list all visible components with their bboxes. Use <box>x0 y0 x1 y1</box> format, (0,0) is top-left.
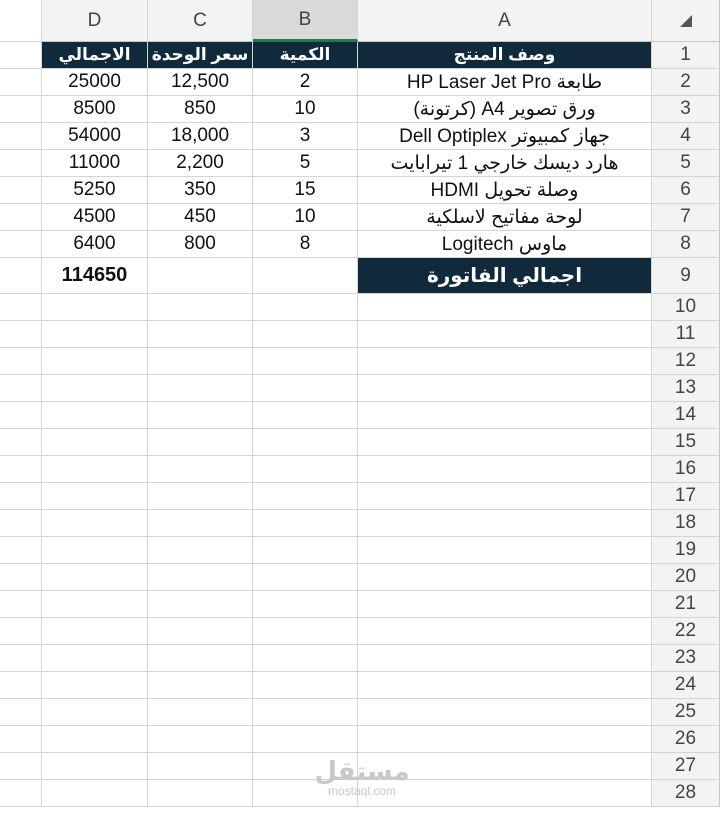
empty-cell[interactable] <box>148 564 253 591</box>
cell-c7[interactable]: 450 <box>148 204 253 231</box>
left-gutter-cell <box>0 69 42 96</box>
cell-c9[interactable] <box>148 258 253 294</box>
row-header-22[interactable]: 22 <box>652 618 720 645</box>
empty-cell[interactable] <box>358 294 652 321</box>
row-header-1[interactable]: 1 <box>652 42 720 69</box>
cell-d6[interactable]: 5250 <box>42 177 148 204</box>
empty-cell[interactable] <box>358 348 652 375</box>
row-header-21[interactable]: 21 <box>652 591 720 618</box>
cell-c4[interactable]: 18,000 <box>148 123 253 150</box>
empty-cell[interactable] <box>42 753 148 780</box>
left-gutter-cell <box>0 294 42 321</box>
empty-cell[interactable] <box>148 402 253 429</box>
cell-d4[interactable]: 54000 <box>42 123 148 150</box>
empty-cell[interactable] <box>42 510 148 537</box>
cell-a5[interactable]: هارد ديسك خارجي 1 تيرابايت <box>358 150 652 177</box>
left-gutter-cell <box>0 204 42 231</box>
empty-cell[interactable] <box>148 726 253 753</box>
empty-cell[interactable] <box>148 699 253 726</box>
empty-cell[interactable] <box>253 591 358 618</box>
empty-cell[interactable] <box>253 699 358 726</box>
empty-cell[interactable] <box>148 645 253 672</box>
left-gutter-cell <box>0 699 42 726</box>
empty-cell[interactable] <box>253 726 358 753</box>
empty-cell[interactable] <box>42 591 148 618</box>
row-header-14[interactable]: 14 <box>652 402 720 429</box>
left-gutter-cell <box>0 177 42 204</box>
cell-a4[interactable]: جهاز كمبيوتر Dell Optiplex <box>358 123 652 150</box>
header-cell-a[interactable]: وصف المنتج <box>358 42 652 69</box>
empty-cell[interactable] <box>253 780 358 807</box>
cell-b4[interactable]: 3 <box>253 123 358 150</box>
empty-cell[interactable] <box>42 429 148 456</box>
empty-cell[interactable] <box>253 429 358 456</box>
row-header-27[interactable]: 27 <box>652 753 720 780</box>
empty-cell[interactable] <box>358 726 652 753</box>
cell-a6[interactable]: وصلة تحويل HDMI <box>358 177 652 204</box>
left-gutter-cell <box>0 618 42 645</box>
cell-c8[interactable]: 800 <box>148 231 253 258</box>
cell-b6[interactable]: 15 <box>253 177 358 204</box>
left-gutter-cell <box>0 753 42 780</box>
empty-cell[interactable] <box>148 375 253 402</box>
cell-b8[interactable]: 8 <box>253 231 358 258</box>
left-gutter-cell <box>0 672 42 699</box>
empty-cell[interactable] <box>42 564 148 591</box>
invoice-total-value[interactable]: 114650 <box>42 258 148 294</box>
empty-cell[interactable] <box>358 753 652 780</box>
left-gutter-cell <box>0 42 42 69</box>
left-gutter-cell <box>0 402 42 429</box>
empty-cell[interactable] <box>358 429 652 456</box>
header-cell-d[interactable]: الاجمالي <box>42 42 148 69</box>
row-header-15[interactable]: 15 <box>652 429 720 456</box>
left-gutter-cell <box>0 123 42 150</box>
empty-cell[interactable] <box>148 672 253 699</box>
column-header-d[interactable]: D <box>42 0 148 42</box>
empty-cell[interactable] <box>42 699 148 726</box>
empty-cell[interactable] <box>42 402 148 429</box>
empty-cell[interactable] <box>253 564 358 591</box>
empty-cell[interactable] <box>253 537 358 564</box>
select-all-corner[interactable] <box>652 0 720 42</box>
row-header-25[interactable]: 25 <box>652 699 720 726</box>
empty-cell[interactable] <box>358 645 652 672</box>
cell-d7[interactable]: 4500 <box>42 204 148 231</box>
left-gutter-header <box>0 0 42 42</box>
watermark-url: mostaql.com <box>327 784 397 798</box>
cell-a3[interactable]: ورق تصوير A4 (كرتونة) <box>358 96 652 123</box>
empty-cell[interactable] <box>42 618 148 645</box>
row-header-28[interactable]: 28 <box>652 780 720 807</box>
empty-cell[interactable] <box>148 537 253 564</box>
left-gutter-cell <box>0 564 42 591</box>
empty-cell[interactable] <box>148 321 253 348</box>
empty-cell[interactable] <box>148 780 253 807</box>
invoice-total-label[interactable]: اجمالي الفاتورة <box>358 258 652 294</box>
header-cell-c[interactable]: سعر الوحدة <box>148 42 253 69</box>
select-all-triangle-icon <box>678 13 694 29</box>
row-header-12[interactable]: 12 <box>652 348 720 375</box>
left-gutter-cell <box>0 483 42 510</box>
cell-a8[interactable]: ماوس Logitech <box>358 231 652 258</box>
row-header-17[interactable]: 17 <box>652 483 720 510</box>
empty-cell[interactable] <box>358 510 652 537</box>
left-gutter-cell <box>0 348 42 375</box>
cell-d8[interactable]: 6400 <box>42 231 148 258</box>
cell-d2[interactable]: 25000 <box>42 69 148 96</box>
empty-cell[interactable] <box>148 429 253 456</box>
cell-c5[interactable]: 2,200 <box>148 150 253 177</box>
empty-cell[interactable] <box>358 699 652 726</box>
left-gutter-cell <box>0 456 42 483</box>
left-gutter-cell <box>0 591 42 618</box>
empty-cell[interactable] <box>358 402 652 429</box>
cell-c2[interactable]: 12,500 <box>148 69 253 96</box>
row-header-18[interactable]: 18 <box>652 510 720 537</box>
empty-cell[interactable] <box>148 294 253 321</box>
empty-cell[interactable] <box>148 483 253 510</box>
empty-cell[interactable] <box>42 672 148 699</box>
row-header-3[interactable]: 3 <box>652 96 720 123</box>
cell-d5[interactable]: 11000 <box>42 150 148 177</box>
left-gutter-cell <box>0 150 42 177</box>
row-header-26[interactable]: 26 <box>652 726 720 753</box>
header-cell-b[interactable]: الكمية <box>253 42 358 69</box>
cell-c3[interactable]: 850 <box>148 96 253 123</box>
empty-cell[interactable] <box>358 375 652 402</box>
empty-cell[interactable] <box>253 510 358 537</box>
empty-cell[interactable] <box>253 456 358 483</box>
empty-cell[interactable] <box>253 645 358 672</box>
empty-cell[interactable] <box>148 618 253 645</box>
empty-cell[interactable] <box>148 510 253 537</box>
left-gutter-cell <box>0 537 42 564</box>
empty-cell[interactable] <box>42 726 148 753</box>
row-header-7[interactable]: 7 <box>652 204 720 231</box>
cell-c6[interactable]: 350 <box>148 177 253 204</box>
cell-d3[interactable]: 8500 <box>42 96 148 123</box>
empty-cell[interactable] <box>253 753 358 780</box>
empty-cell[interactable] <box>253 348 358 375</box>
left-gutter-cell <box>0 510 42 537</box>
column-header-b[interactable]: B <box>253 0 358 42</box>
empty-cell[interactable] <box>42 537 148 564</box>
empty-cell[interactable] <box>358 564 652 591</box>
empty-cell[interactable] <box>42 780 148 807</box>
empty-cell[interactable] <box>358 672 652 699</box>
empty-cell[interactable] <box>253 483 358 510</box>
empty-cell[interactable] <box>42 321 148 348</box>
left-gutter-cell <box>0 321 42 348</box>
row-header-24[interactable]: 24 <box>652 672 720 699</box>
empty-cell[interactable] <box>42 483 148 510</box>
cell-b7[interactable]: 10 <box>253 204 358 231</box>
empty-cell[interactable] <box>42 375 148 402</box>
empty-cell[interactable] <box>358 483 652 510</box>
cell-b5[interactable]: 5 <box>253 150 358 177</box>
row-header-4[interactable]: 4 <box>652 123 720 150</box>
empty-cell[interactable] <box>42 294 148 321</box>
cell-a2[interactable]: طابعة HP Laser Jet Pro <box>358 69 652 96</box>
empty-cell[interactable] <box>358 537 652 564</box>
empty-cell[interactable] <box>253 294 358 321</box>
row-header-2[interactable]: 2 <box>652 69 720 96</box>
empty-cell[interactable] <box>42 645 148 672</box>
left-gutter-cell <box>0 726 42 753</box>
left-gutter-cell <box>0 231 42 258</box>
column-header-c[interactable]: C <box>148 0 253 42</box>
cell-b3[interactable]: 10 <box>253 96 358 123</box>
row-header-8[interactable]: 8 <box>652 231 720 258</box>
empty-cell[interactable] <box>253 402 358 429</box>
row-header-19[interactable]: 19 <box>652 537 720 564</box>
row-header-16[interactable]: 16 <box>652 456 720 483</box>
left-gutter-cell <box>0 429 42 456</box>
empty-cell[interactable] <box>42 456 148 483</box>
empty-cell[interactable] <box>148 348 253 375</box>
empty-cell[interactable] <box>253 672 358 699</box>
left-gutter-cell <box>0 258 42 294</box>
cell-b9[interactable] <box>253 258 358 294</box>
left-gutter-cell <box>0 645 42 672</box>
empty-cell[interactable] <box>148 753 253 780</box>
empty-cell[interactable] <box>358 456 652 483</box>
row-header-13[interactable]: 13 <box>652 375 720 402</box>
empty-cell[interactable] <box>253 321 358 348</box>
row-header-9[interactable]: 9 <box>652 258 720 294</box>
row-header-6[interactable]: 6 <box>652 177 720 204</box>
empty-cell[interactable] <box>148 591 253 618</box>
cell-b2[interactable]: 2 <box>253 69 358 96</box>
empty-cell[interactable] <box>358 618 652 645</box>
row-header-20[interactable]: 20 <box>652 564 720 591</box>
row-header-11[interactable]: 11 <box>652 321 720 348</box>
empty-cell[interactable] <box>42 348 148 375</box>
row-header-10[interactable]: 10 <box>652 294 720 321</box>
empty-cell[interactable] <box>358 321 652 348</box>
left-gutter-cell <box>0 96 42 123</box>
column-header-a[interactable]: A <box>358 0 652 42</box>
watermark-logo: مستقل <box>314 756 410 786</box>
left-gutter-cell <box>0 375 42 402</box>
empty-cell[interactable] <box>148 456 253 483</box>
cell-a7[interactable]: لوحة مفاتيح لاسلكية <box>358 204 652 231</box>
left-gutter-cell <box>0 780 42 807</box>
row-header-5[interactable]: 5 <box>652 150 720 177</box>
empty-cell[interactable] <box>358 780 652 807</box>
row-header-23[interactable]: 23 <box>652 645 720 672</box>
empty-cell[interactable] <box>358 591 652 618</box>
empty-cell[interactable] <box>253 618 358 645</box>
empty-cell[interactable] <box>253 375 358 402</box>
